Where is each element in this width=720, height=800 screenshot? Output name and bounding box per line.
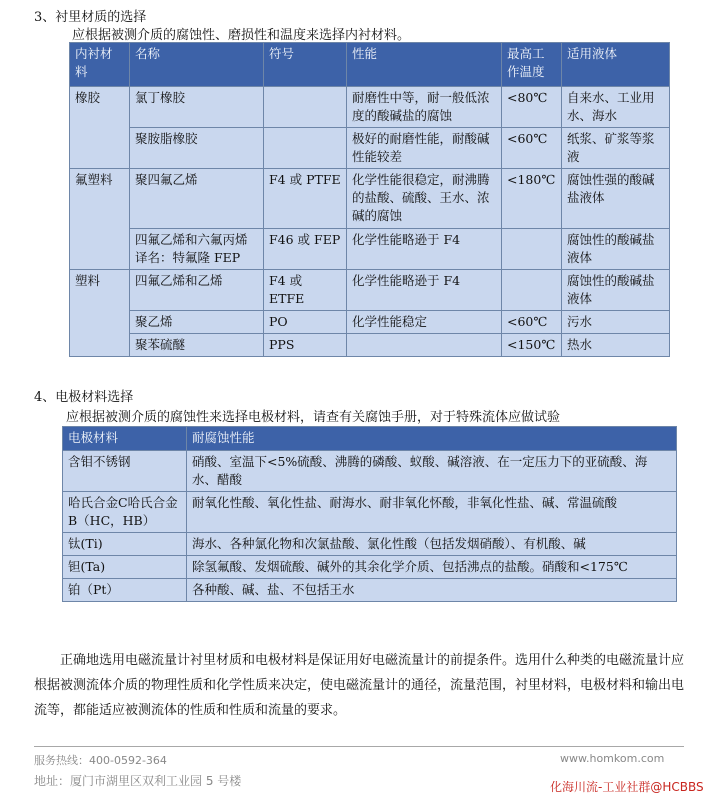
header-symbol: 符号 [264, 43, 347, 87]
footer-hotline: 服务热线：400-0592-364 [34, 754, 167, 767]
table-row: 橡胶 氯丁橡胶 耐磨性中等，耐一般低浓度的酸碱盐的腐蚀 <80℃ 自来水、工业用水、海水 [70, 87, 670, 128]
electrode-material-table [62, 426, 677, 602]
section3-title: 3、衬里材质的选择 [34, 10, 147, 25]
header-performance: 性能 [347, 43, 502, 87]
table-row: 四氟乙烯和六氟丙烯译名：特氟隆 FEP F46 或 FEP 化学性能略逊于 F4 腐蚀性的酸碱盐液体 [70, 229, 670, 270]
material-group-cell: 橡胶 [70, 87, 130, 169]
header-applicable-liquid: 适用液体 [562, 43, 670, 87]
header-name: 名称 [130, 43, 264, 87]
footer-address: 地址：厦门市湖里区双利工业园 5 号楼 [34, 774, 242, 788]
table-row: 哈氏合金C哈氏合金B（HC，HB） 耐氧化性酸、氧化性盐、耐海水、耐非氧化怀酸，非氧化性盐、碱、常温硫酸 [63, 492, 677, 533]
table-row: 钛(Ti) 海水、各种氯化物和次氯盐酸、氯化性酸（包括发烟硝酸）、有机酸、碱 [63, 533, 677, 556]
table-row: 聚苯硫醚 PPS <150℃ 热水 [70, 334, 670, 357]
table-row: 钽(Ta) 除氢氟酸、发烟硫酸、碱外的其余化学介质、包括沸点的盐酸。硝酸和<175℃ [63, 556, 677, 579]
footer-divider [34, 746, 684, 747]
table-row: 塑料 四氟乙烯和乙烯 F4 或 ETFE 化学性能略逊于 F4 腐蚀性的酸碱盐液体 [70, 270, 670, 311]
section3-intro: 应根据被测介质的腐蚀性、磨损性和温度来选择内衬材料。 [72, 28, 411, 43]
lining-material-table [69, 42, 670, 357]
table-row: 聚胺脂橡胶 极好的耐磨性能，耐酸碱性能较差 <60℃ 纸浆、矿浆等浆液 [70, 128, 670, 169]
section4-intro: 应根据被测介质的腐蚀性来选择电极材料，请查有关腐蚀手册，对于特殊流体应做试验 [66, 410, 561, 425]
watermark-text: 化海川流-工业社群@HCBBS [550, 780, 704, 794]
table-row: 铂（Pt） 各种酸、碱、盐、不包括王水 [63, 579, 677, 602]
summary-paragraph: 正确地选用电磁流量计衬里材质和电极材料是保证用好电磁流量计的前提条件。选用什么种类的电磁流量计应根据被测流体介质的物理性质和化学性质来决定，使电磁流量计的通径，流量范围，衬里材料，电极材料和输出电流等，都能适应被测流体的性质和性质和流量的要求。 [34, 653, 685, 718]
table-row: 氟塑料 聚四氟乙烯 F4 或 PTFE 化学性能很稳定，耐沸腾的盐酸、硫酸、王水、浓碱的腐蚀 <180℃ 腐蚀性强的酸碱盐液体 [70, 169, 670, 229]
section4-title: 4、电极材料选择 [34, 390, 134, 405]
table-row: 含钼不锈钢 硝酸、室温下<5%硫酸、沸腾的磷酸、蚁酸、碱溶液、在一定压力下的亚硫酸、海水、醋酸 [63, 451, 677, 492]
footer-website[interactable]: www.homkom.com [560, 752, 665, 765]
header-max-temp: 最高工作温度 [502, 43, 562, 87]
header-electrode-material: 电极材料 [63, 427, 187, 451]
table-row: 聚乙烯 PO 化学性能稳定 <60℃ 污水 [70, 311, 670, 334]
header-lining-material: 内衬材料 [70, 43, 130, 87]
header-corrosion-resistance: 耐腐蚀性能 [187, 427, 677, 451]
material-group-cell: 塑料 [70, 270, 130, 357]
material-group-cell: 氟塑料 [70, 169, 130, 270]
